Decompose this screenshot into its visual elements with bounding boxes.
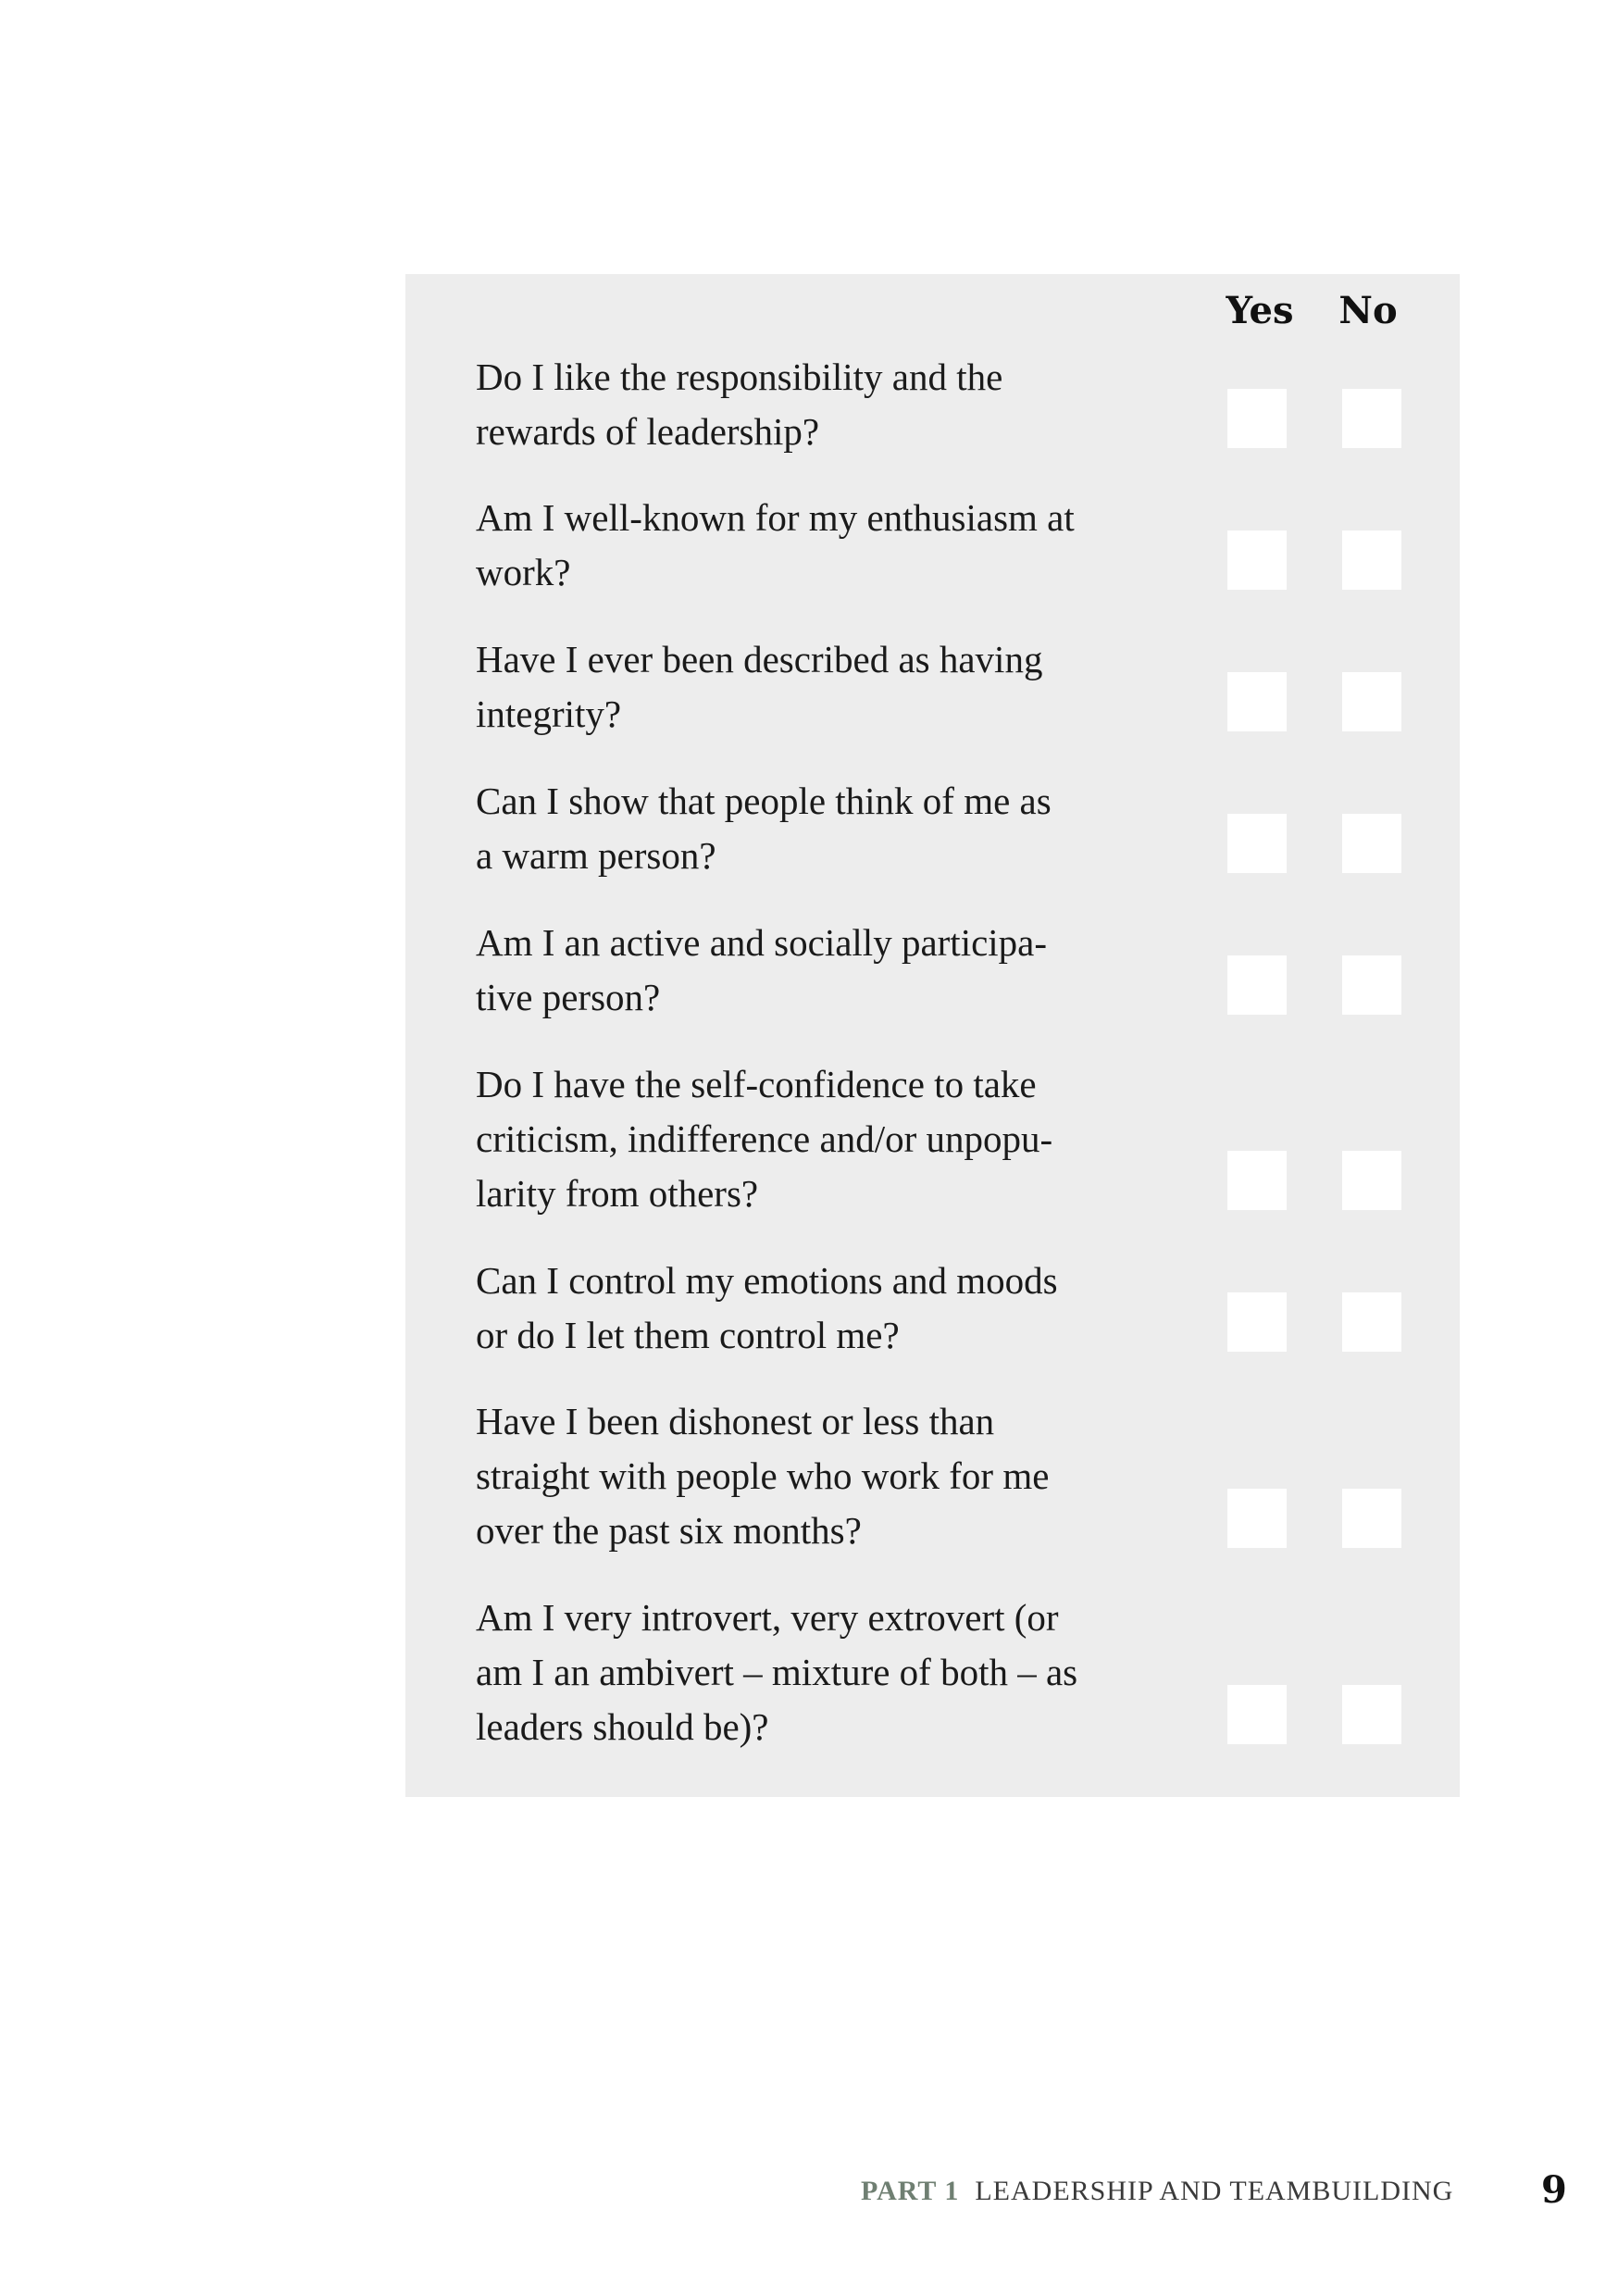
question-7-no-checkbox[interactable] <box>1342 1292 1401 1352</box>
part-label: PART 1 <box>861 2176 960 2206</box>
question-8 <box>476 1394 1179 1558</box>
question-line: Am I very introvert, very extrovert (or <box>476 1596 1059 1639</box>
question-4 <box>476 774 1179 883</box>
question-line: leaders should be)? <box>476 1705 769 1748</box>
question-9-yes-checkbox[interactable] <box>1227 1685 1287 1744</box>
question-3-yes-checkbox[interactable] <box>1227 672 1287 731</box>
question-line: or do I let them control me? <box>476 1314 900 1356</box>
yes-column-header: Yes <box>1226 289 1294 332</box>
question-2 <box>476 491 1179 600</box>
no-column-header: No <box>1338 289 1398 332</box>
question-line: am I an ambivert – mixture of both – as <box>476 1651 1078 1693</box>
question-line: over the past six months? <box>476 1509 862 1552</box>
question-line: a warm person? <box>476 834 716 877</box>
question-2-yes-checkbox[interactable] <box>1227 530 1287 590</box>
running-footer <box>861 2176 1618 2207</box>
question-6-no-checkbox[interactable] <box>1342 1151 1401 1210</box>
question-8-yes-checkbox[interactable] <box>1227 1489 1287 1548</box>
question-9 <box>476 1591 1179 1754</box>
question-1-yes-checkbox[interactable] <box>1227 389 1287 448</box>
question-8-no-checkbox[interactable] <box>1342 1489 1401 1548</box>
question-3 <box>476 632 1179 742</box>
question-line: Have I ever been described as having <box>476 638 1043 680</box>
page-number: 9 <box>1541 2168 1567 2212</box>
question-line: criticism, indifference and/or unpopu- <box>476 1117 1053 1160</box>
question-7-yes-checkbox[interactable] <box>1227 1292 1287 1352</box>
question-4-no-checkbox[interactable] <box>1342 814 1401 873</box>
question-line: rewards of leadership? <box>476 410 820 453</box>
part-title: LEADERSHIP AND TEAMBUILDING <box>975 2176 1454 2206</box>
question-line: straight with people who work for me <box>476 1454 1050 1497</box>
question-5-yes-checkbox[interactable] <box>1227 955 1287 1015</box>
page-footer <box>0 2168 1618 2215</box>
question-line: tive person? <box>476 976 661 1018</box>
question-line: Am I an active and socially participa- <box>476 921 1048 964</box>
question-3-no-checkbox[interactable] <box>1342 672 1401 731</box>
question-line: Can I control my emotions and moods <box>476 1259 1058 1302</box>
question-line: Do I have the self-confidence to take <box>476 1063 1037 1105</box>
question-line: work? <box>476 551 571 593</box>
question-line: larity from others? <box>476 1172 759 1215</box>
question-1-no-checkbox[interactable] <box>1342 389 1401 448</box>
question-7 <box>476 1254 1179 1363</box>
question-2-no-checkbox[interactable] <box>1342 530 1401 590</box>
question-line: Am I well-known for my enthusiasm at <box>476 496 1075 539</box>
question-line: Can I show that people think of me as <box>476 780 1052 822</box>
question-5 <box>476 916 1179 1025</box>
question-6-yes-checkbox[interactable] <box>1227 1151 1287 1210</box>
question-1 <box>476 350 1179 459</box>
question-6 <box>476 1057 1179 1221</box>
question-line: integrity? <box>476 693 622 735</box>
question-4-yes-checkbox[interactable] <box>1227 814 1287 873</box>
question-line: Have I been dishonest or less than <box>476 1400 995 1442</box>
question-9-no-checkbox[interactable] <box>1342 1685 1401 1744</box>
question-line: Do I like the responsibility and the <box>476 356 1003 398</box>
checklist-panel <box>405 274 1460 1797</box>
question-5-no-checkbox[interactable] <box>1342 955 1401 1015</box>
